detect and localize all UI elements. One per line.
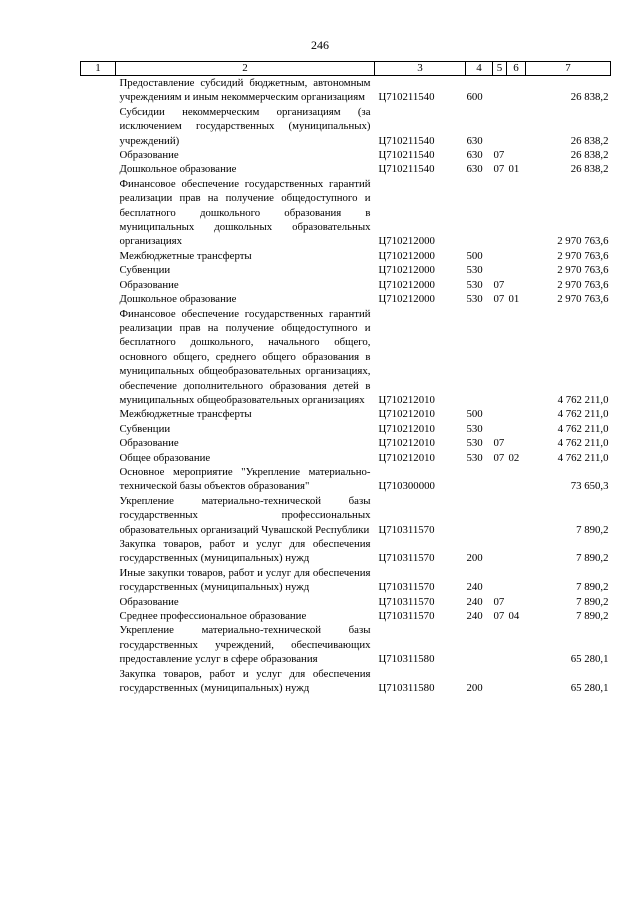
row-sum-cell: 2 970 763,6 — [557, 264, 609, 277]
row-section-cell: 07 — [493, 451, 505, 464]
row-expense-type-cell: 530 — [466, 278, 483, 291]
row-code-cell: Ц710311570 — [378, 581, 435, 594]
row-sum-cell: 26 838,2 — [570, 163, 609, 176]
table-row — [81, 667, 611, 696]
row-name-cell: Образование — [119, 595, 179, 608]
row-sum-cell: 4 762 211,0 — [557, 422, 609, 435]
row-sum-cell: 65 280,1 — [570, 682, 609, 695]
table-row — [81, 494, 611, 537]
table-row — [81, 249, 611, 263]
row-subsection-cell — [507, 436, 526, 450]
row-code-cell: Ц710212000 — [378, 264, 435, 277]
row-number-cell — [81, 465, 116, 494]
table-row — [81, 177, 611, 249]
row-code-cell: Ц710212010 — [378, 422, 435, 435]
row-expense-type-cell: 530 — [466, 264, 483, 277]
row-subsection-cell: 01 — [508, 163, 520, 176]
row-sum-cell: 4 762 211,0 — [557, 393, 609, 406]
column-header: 1 — [81, 62, 116, 76]
row-expense-type-cell: 500 — [466, 249, 483, 262]
row-number-cell — [81, 148, 116, 162]
row-sum-cell: 4 762 211,0 — [557, 451, 609, 464]
row-subsection-cell: 02 — [508, 451, 520, 464]
row-section-cell — [493, 566, 507, 595]
row-number-cell — [81, 105, 116, 148]
row-subsection-cell — [507, 177, 526, 249]
row-code-cell: Ц710212010 — [378, 437, 435, 450]
table-row — [81, 278, 611, 292]
row-name-cell: Дошкольное образование — [119, 293, 237, 306]
row-name-cell: Закупка товаров, работ и услуг для обеспечения государственных (муниципальных) нужд — [119, 538, 371, 565]
row-expense-type-cell: 500 — [466, 408, 483, 421]
row-number-cell — [81, 249, 116, 263]
row-code-cell: Ц710211540 — [378, 149, 435, 162]
row-expense-type-cell: 530 — [466, 437, 483, 450]
row-expense-type-cell: 240 — [466, 610, 483, 623]
row-sum-cell: 4 762 211,0 — [557, 408, 609, 421]
row-sum-cell: 7 890,2 — [576, 610, 609, 623]
row-subsection-cell — [507, 422, 526, 436]
row-name-cell: Среднее профессиональное образование — [119, 610, 307, 623]
row-number-cell — [81, 623, 116, 666]
row-code-cell: Ц710212000 — [378, 293, 435, 306]
table-row — [81, 537, 611, 566]
row-sum-cell: 2 970 763,6 — [557, 235, 609, 248]
row-subsection-cell — [507, 595, 526, 609]
row-sum-cell: 26 838,2 — [570, 91, 609, 104]
row-name-cell: Иные закупки товаров, работ и услуг для обеспечения государственных (муниципальных) нужд — [119, 566, 371, 594]
row-expense-type-cell: 200 — [466, 682, 483, 695]
row-section-cell: 07 — [493, 595, 505, 608]
row-section-cell — [493, 537, 507, 566]
row-subsection-cell — [507, 307, 526, 408]
row-expense-type-cell — [466, 177, 493, 249]
row-name-cell: Финансовое обеспечение государственных гарантий реализации прав на получение общедоступного и бесплатного дошкольного образования в муниципальных дошкольных образовательных организациях — [119, 177, 371, 248]
table-row — [81, 566, 611, 595]
row-number-cell — [81, 278, 116, 292]
row-code-cell: Ц710212000 — [378, 249, 435, 262]
table-header-row — [81, 62, 611, 76]
row-expense-type-cell — [466, 465, 493, 494]
row-code-cell: Ц710311570 — [378, 552, 435, 565]
row-sum-cell: 26 838,2 — [570, 134, 609, 147]
table-row — [81, 105, 611, 148]
row-number-cell — [81, 263, 116, 277]
table-row — [81, 422, 611, 436]
row-code-cell: Ц710212010 — [378, 408, 435, 421]
row-number-cell — [81, 407, 116, 421]
row-number-cell — [81, 451, 116, 465]
table-row — [81, 609, 611, 623]
row-expense-type-cell: 240 — [466, 581, 483, 594]
table-row — [81, 148, 611, 162]
row-number-cell — [81, 177, 116, 249]
row-sum-cell: 26 838,2 — [570, 149, 609, 162]
column-header: 4 — [466, 62, 493, 76]
row-section-cell — [493, 667, 507, 696]
row-subsection-cell — [507, 667, 526, 696]
row-name-cell: Образование — [119, 149, 179, 162]
row-number-cell — [81, 307, 116, 408]
column-header: 3 — [375, 62, 466, 76]
row-subsection-cell — [507, 623, 526, 666]
row-name-cell: Межбюджетные трансферты — [119, 249, 252, 262]
table-row — [81, 162, 611, 176]
row-name-cell: Общее образование — [119, 451, 211, 464]
row-code-cell: Ц710211540 — [378, 134, 435, 147]
row-section-cell: 07 — [493, 163, 505, 176]
row-code-cell: Ц710211540 — [378, 91, 435, 104]
row-name-cell: Финансовое обеспечение государственных гарантий реализации прав на получение общедоступного и бесплатного дошкольного, начального общего, основного общего, среднего общего образования в муниципальных общеобразовательных организациях, обеспечение дополнительного образования детей в муниципальных общеобразовательных организациях — [119, 307, 371, 406]
row-sum-cell: 2 970 763,6 — [557, 293, 609, 306]
row-section-cell — [493, 422, 507, 436]
row-name-cell: Субвенции — [119, 422, 171, 435]
row-expense-type-cell: 630 — [466, 134, 483, 147]
row-name-cell: Предоставление субсидий бюджетным, автономным учреждениям и иным некоммерческим организациям — [119, 77, 371, 104]
table-row — [81, 623, 611, 666]
row-number-cell — [81, 76, 116, 105]
row-sum-cell: 2 970 763,6 — [557, 278, 609, 291]
row-section-cell: 07 — [493, 437, 505, 450]
row-number-cell — [81, 609, 116, 623]
row-subsection-cell — [507, 566, 526, 595]
table-row — [81, 292, 611, 306]
row-code-cell: Ц710211540 — [378, 163, 435, 176]
row-number-cell — [81, 595, 116, 609]
row-number-cell — [81, 566, 116, 595]
row-name-cell: Субсидии некоммерческим организациям (за исключением государственных (муниципальных) учреждений) — [119, 105, 371, 147]
row-number-cell — [81, 422, 116, 436]
row-subsection-cell: 01 — [508, 293, 520, 306]
row-sum-cell: 7 890,2 — [576, 595, 609, 608]
page-number: 246 — [311, 38, 329, 52]
row-code-cell: Ц710311570 — [378, 595, 435, 608]
row-name-cell: Основное мероприятие "Укрепление материально-технической базы объектов образования" — [119, 465, 371, 493]
table-row — [81, 595, 611, 609]
row-section-cell: 07 — [493, 610, 505, 623]
row-code-cell: Ц710300000 — [378, 480, 435, 493]
row-expense-type-cell: 530 — [466, 422, 483, 435]
row-subsection-cell — [507, 148, 526, 162]
row-code-cell: Ц710212010 — [378, 393, 435, 406]
row-name-cell: Образование — [119, 437, 179, 450]
row-expense-type-cell — [466, 494, 493, 537]
row-section-cell — [493, 177, 507, 249]
budget-table — [80, 61, 611, 695]
column-header: 2 — [116, 62, 375, 76]
row-sum-cell: 7 890,2 — [576, 552, 609, 565]
row-section-cell — [493, 465, 507, 494]
row-subsection-cell — [507, 407, 526, 421]
row-section-cell — [493, 623, 507, 666]
row-sum-cell: 65 280,1 — [570, 653, 609, 666]
row-section-cell — [493, 263, 507, 277]
row-code-cell: Ц710212000 — [378, 235, 435, 248]
table-row — [81, 307, 611, 408]
row-subsection-cell — [507, 465, 526, 494]
row-subsection-cell — [507, 263, 526, 277]
row-number-cell — [81, 537, 116, 566]
table-body — [81, 76, 611, 696]
table-row — [81, 465, 611, 494]
row-name-cell: Образование — [119, 278, 179, 291]
row-number-cell — [81, 162, 116, 176]
table-row — [81, 451, 611, 465]
row-number-cell — [81, 667, 116, 696]
row-subsection-cell — [507, 249, 526, 263]
row-section-cell: 07 — [493, 293, 505, 306]
row-sum-cell: 7 890,2 — [576, 581, 609, 594]
row-number-cell — [81, 292, 116, 306]
row-subsection-cell — [507, 494, 526, 537]
row-name-cell: Укрепление материально-технической базы государственных профессиональных образовательных организаций Чувашской Республики — [119, 494, 371, 536]
table-row — [81, 436, 611, 450]
row-section-cell — [493, 494, 507, 537]
row-number-cell — [81, 494, 116, 537]
table-row — [81, 263, 611, 277]
row-name-cell: Дошкольное образование — [119, 163, 237, 176]
row-name-cell: Межбюджетные трансферты — [119, 408, 252, 421]
row-name-cell: Закупка товаров, работ и услуг для обеспечения государственных (муниципальных) нужд — [119, 667, 371, 695]
row-code-cell: Ц710311570 — [378, 523, 435, 536]
column-header: 5 — [493, 62, 507, 76]
row-section-cell — [493, 105, 507, 148]
row-section-cell — [493, 249, 507, 263]
row-expense-type-cell — [466, 623, 493, 666]
row-expense-type-cell: 530 — [466, 451, 483, 464]
row-section-cell — [493, 407, 507, 421]
row-number-cell — [81, 436, 116, 450]
row-code-cell: Ц710311580 — [378, 682, 435, 695]
row-subsection-cell — [507, 105, 526, 148]
row-sum-cell: 7 890,2 — [576, 523, 609, 536]
row-expense-type-cell: 630 — [466, 163, 483, 176]
row-code-cell: Ц710212000 — [378, 278, 435, 291]
row-expense-type-cell: 600 — [466, 91, 483, 104]
row-expense-type-cell — [466, 307, 493, 408]
row-section-cell: 07 — [493, 278, 505, 291]
table-row — [81, 76, 611, 105]
row-code-cell: Ц710311580 — [378, 653, 435, 666]
table-row — [81, 407, 611, 421]
column-header: 7 — [526, 62, 611, 76]
row-expense-type-cell: 240 — [466, 595, 483, 608]
row-section-cell — [493, 76, 507, 105]
row-subsection-cell — [507, 278, 526, 292]
row-code-cell: Ц710311570 — [378, 610, 435, 623]
row-subsection-cell — [507, 537, 526, 566]
row-sum-cell: 73 650,3 — [570, 480, 609, 493]
row-expense-type-cell: 630 — [466, 149, 483, 162]
row-subsection-cell: 04 — [508, 610, 520, 623]
row-expense-type-cell: 200 — [466, 552, 483, 565]
row-name-cell: Субвенции — [119, 264, 171, 277]
row-sum-cell: 2 970 763,6 — [557, 249, 609, 262]
row-name-cell: Укрепление материально-технической базы государственных учреждений, обеспечивающих предоставление услуг в сфере образования — [119, 624, 371, 666]
column-header: 6 — [507, 62, 526, 76]
row-section-cell: 07 — [493, 149, 505, 162]
row-sum-cell: 4 762 211,0 — [557, 437, 609, 450]
row-expense-type-cell: 530 — [466, 293, 483, 306]
row-subsection-cell — [507, 76, 526, 105]
row-section-cell — [493, 307, 507, 408]
row-code-cell: Ц710212010 — [378, 451, 435, 464]
